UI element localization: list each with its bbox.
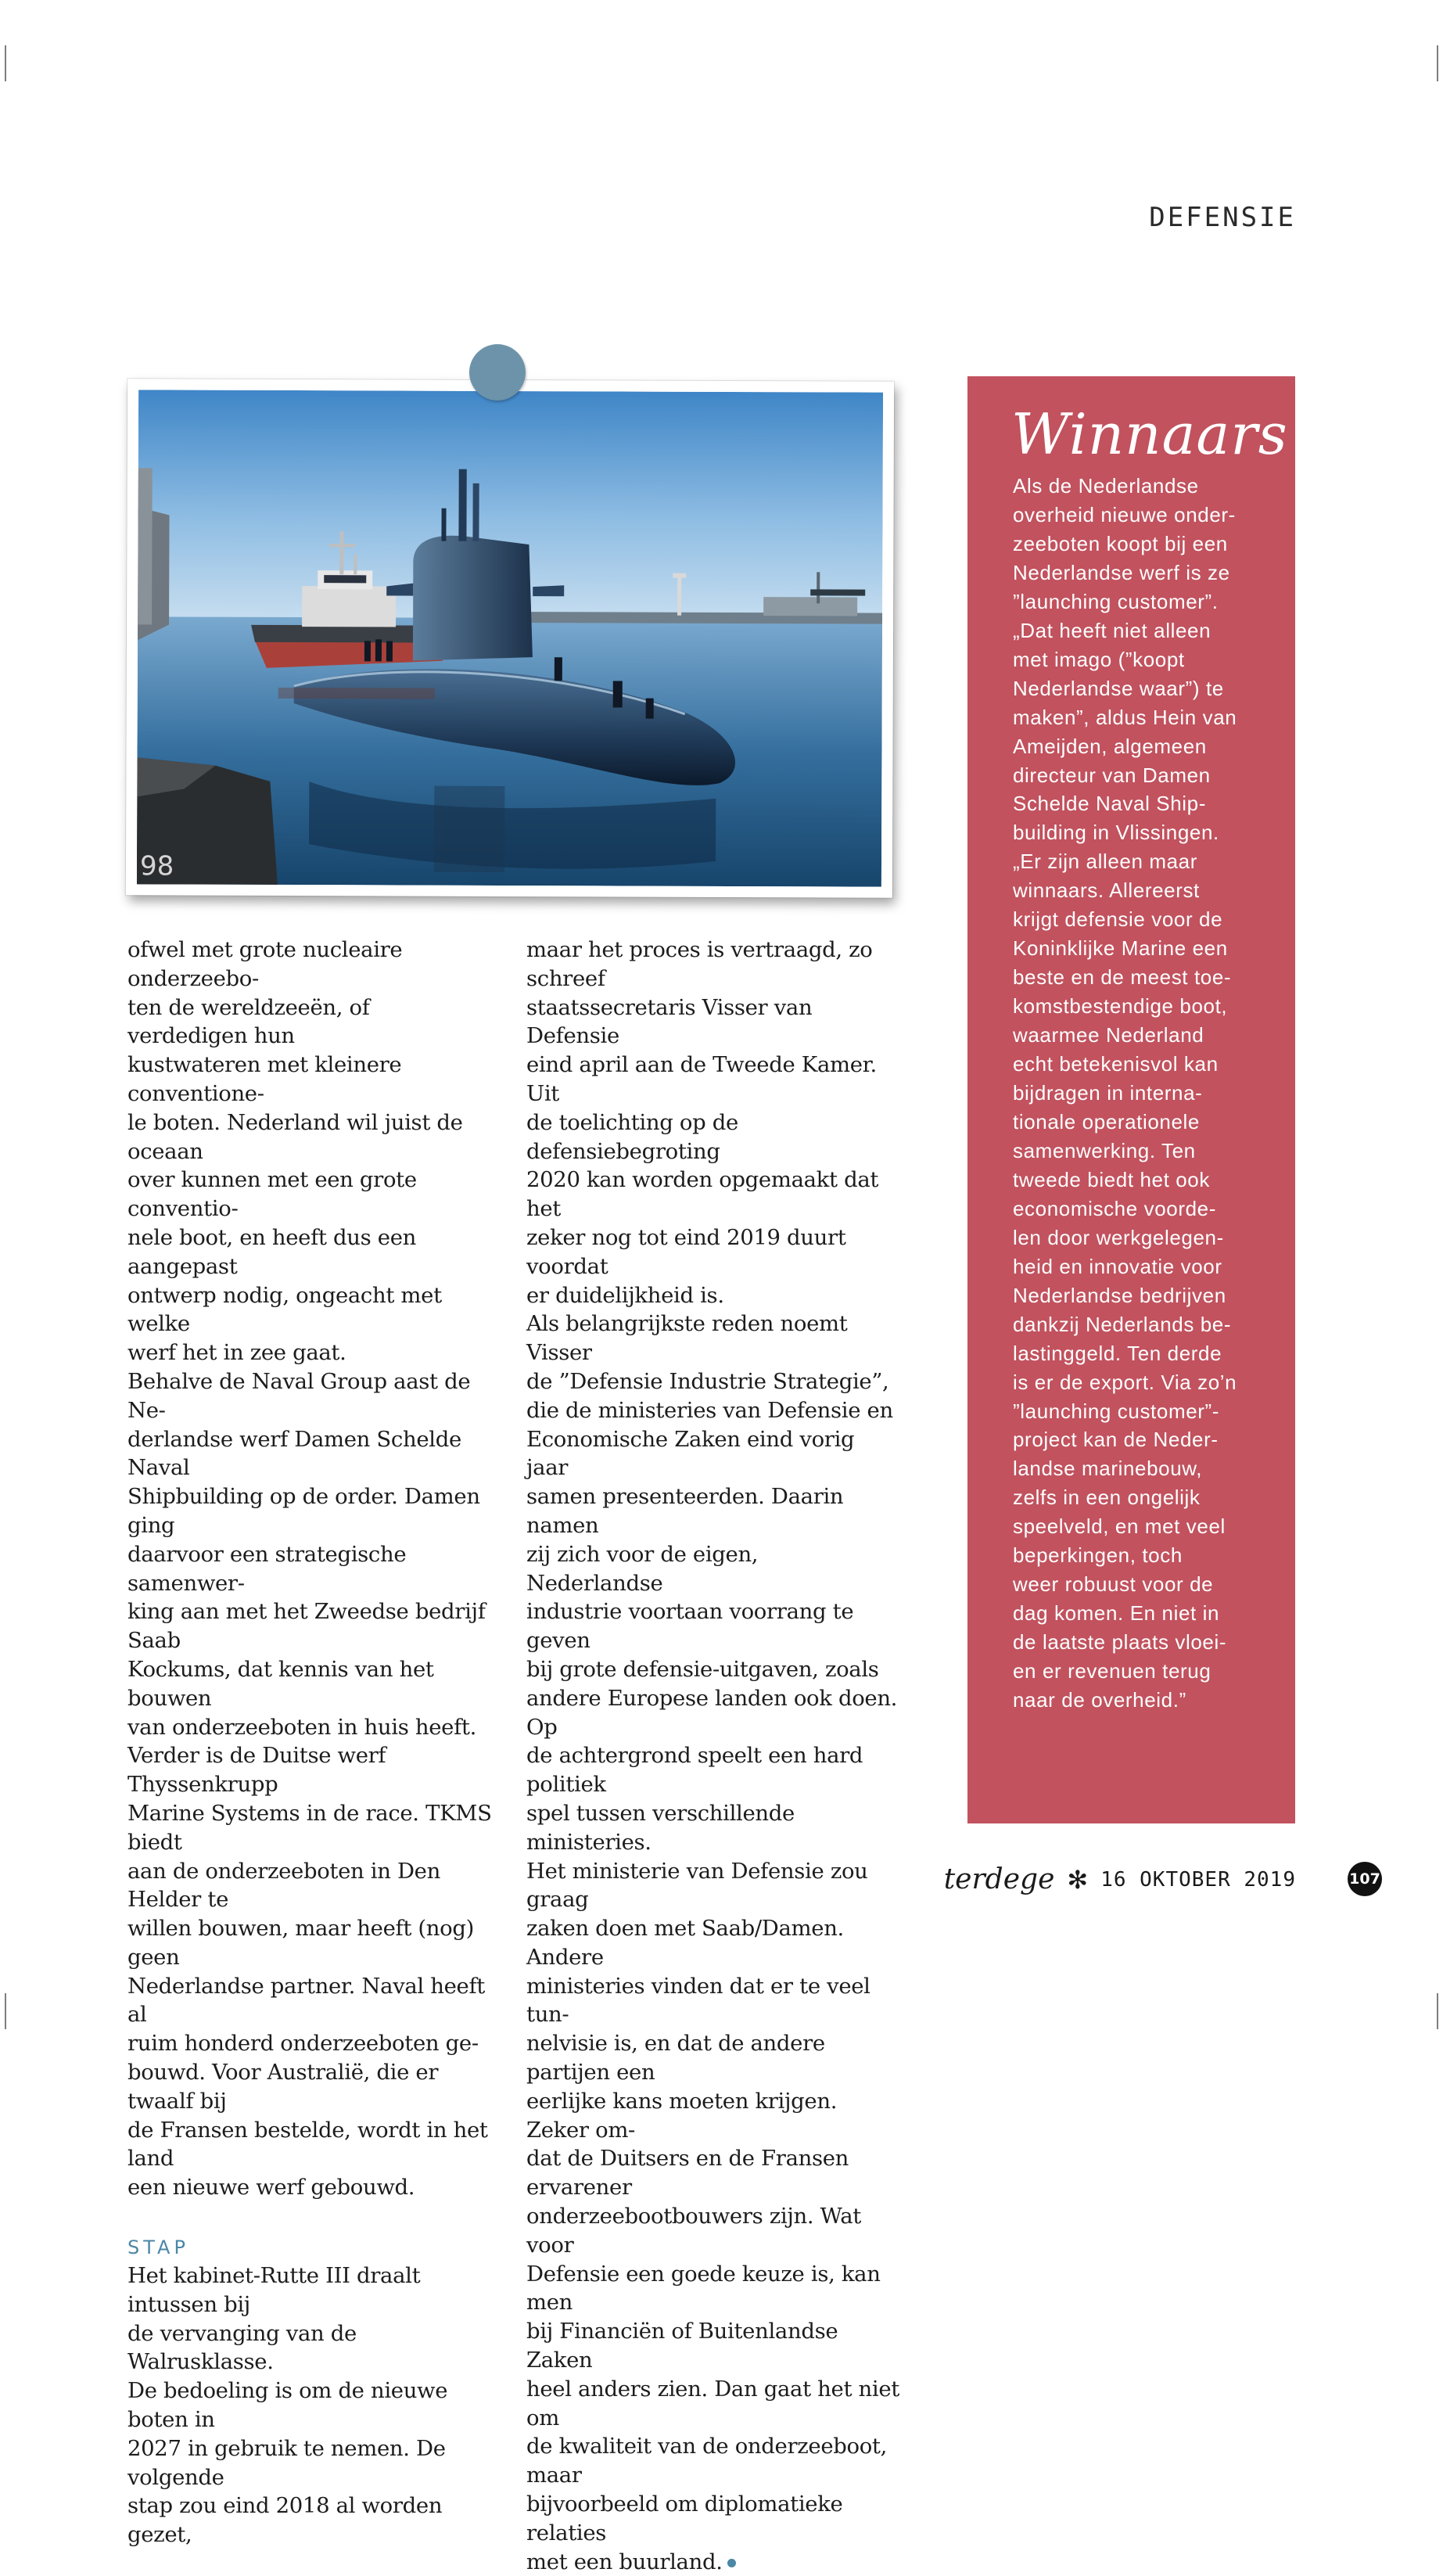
magazine-brand: terdege xyxy=(944,1863,1055,1895)
separator-star-icon: ✻ xyxy=(1067,1865,1088,1895)
column1-paragraph-2: Behalve de Naval Group aast de Ne- derlandse werf Damen Schelde Naval Shipbuilding op de order. Damen ging daarvoor een strategische samenwer- king aan met het Zweedse bedrijf Saab Kockums, dat kennis van het bouwen van onderzeeboten in huis heeft. xyxy=(127,1367,495,1741)
sidebar-body: Als de Nederlandse overheid nieuwe onder- zeeboten koopt bij een Nederlandse werf is ze ”launching customer”. „Dat heeft niet alleen met imago (”koopt Nederlandse waar”) te maken”, aldus Hein van Ameijden, algemeen directeur van Damen Schelde Naval Ship- building in Vlissingen. „Er zijn alleen maar winnaars. Allereerst krijgt defensie voor de Koninklijke Marine een beste en de meest toe- komstbestendige boot, waarmee Nederland echt betekenisvol kan bijdragen in interna- tionale operationele samenwerking. Ten tweede biedt het ook economische voorde- len door werkgelegen- heid en innovatie voor Nederlandse bedrijven dankzij Nederlands be- lastinggeld. Ten derde is er de export. Via zo’n ”launching customer”- project kan de Neder- landse marinebouw, zelfs in een ongelijk speelveld, en met veel beperkingen, toch weer robuust voor de dag komen. En niet in de laatste plaats vloei- en er revenuen terug naar de overheid.” xyxy=(1013,472,1279,1715)
article-column-2 xyxy=(526,936,900,2576)
column2-paragraph-3 xyxy=(526,1857,900,2576)
crop-mark-top-left xyxy=(5,45,6,81)
section-label: DEFENSIE xyxy=(1149,202,1296,233)
issue-date: 16 OKTOBER 2019 xyxy=(1100,1868,1296,1892)
subheading-stap: STAP xyxy=(127,2233,495,2262)
column1-paragraph-3: Verder is de Duitse werf Thyssenkrupp Marine Systems in de race. TKMS biedt aan de onderzeeboten in Den Helder te willen bouwen, maar heeft (nog) geen Nederlandse partner. Naval heeft al ruim honderd onderzeeboten ge- bouwd. Voor Australië, die er twaalf bij de Fransen bestelde, wordt in het land een nieuwe werf gebouwd. xyxy=(127,1741,495,2202)
photo-frame xyxy=(126,379,894,897)
conning-tower xyxy=(413,536,533,661)
column1-paragraph-4: Het kabinet-Rutte III draalt intussen bij de vervanging van de Walrusklasse. De bedoeling is om de nieuwe boten in 2027 in gebruik te nemen. De volgende stap zou eind 2018 al worden gezet, xyxy=(127,2262,495,2549)
column1-paragraph-1: ofwel met grote nucleaire onderzeebo- ten de wereldzeeën, of verdedigen hun kustwateren met kleinere conventione- le boten. Nederland wil juist de oceaan over kunnen met een grote conventio- nele boot, en heeft dus een aangepast ontwerp nodig, ongeacht met welke werf het in zee gaat. xyxy=(127,936,495,1367)
sidebar-title: Winnaars xyxy=(1011,401,1288,467)
pin-decoration xyxy=(469,344,526,401)
sidebar-box xyxy=(967,376,1295,1823)
column2-paragraph-2: Als belangrijkste reden noemt Visser de ”Defensie Industrie Strategie”, die de ministeries van Defensie en Economische Zaken eind vorig jaar samen presenteerden. Daarin namen zij zich voor de eigen, Nederlandse industrie voortaan voorrang te geven bij grote defensie-uitgaven, zoals andere Europese landen ook doen. Op de achtergrond speelt een hard politiek spel tussen verschillende ministeries. xyxy=(526,1310,900,1856)
column2-paragraph-1: maar het proces is vertraagd, zo schreef staatssecretaris Visser van Defensie eind april aan de Tweede Kamer. Uit de toelichting op de defensiebegroting 2020 kan worden opgemaakt dat het zeker nog tot eind 2019 duurt voordat er duidelijkheid is. xyxy=(526,936,900,1310)
crop-mark-bottom-right xyxy=(1437,1993,1438,2029)
crop-mark-top-right xyxy=(1437,45,1438,81)
crop-mark-bottom-left xyxy=(5,1993,6,2029)
column2-paragraph-3-text: Het ministerie van Defensie zou graag zaken doen met Saab/Damen. Andere ministeries vinden dat er te veel tun- nelvisie is, en dat de andere partijen een eerlijke kans moeten krijgen. Zeker om- dat de Duitsers en de Fransen ervarener onderzeebootbouwers zijn. Wat voor Defensie een goede keuze is, kan men bij Financiën of Buitenlandse Zaken heel anders zien. Dan gaat het niet om de kwaliteit van de onderzeeboot, maar bijvoorbeeld om diplomatieke relaties met een buurland. xyxy=(526,1859,899,2574)
submarine-photo xyxy=(137,390,883,886)
hull-number: 98 xyxy=(140,850,174,882)
page-number: 107 xyxy=(1348,1862,1382,1896)
article-column-1 xyxy=(127,936,495,2549)
end-mark-icon xyxy=(727,2559,736,2567)
footer xyxy=(944,1863,1296,1895)
